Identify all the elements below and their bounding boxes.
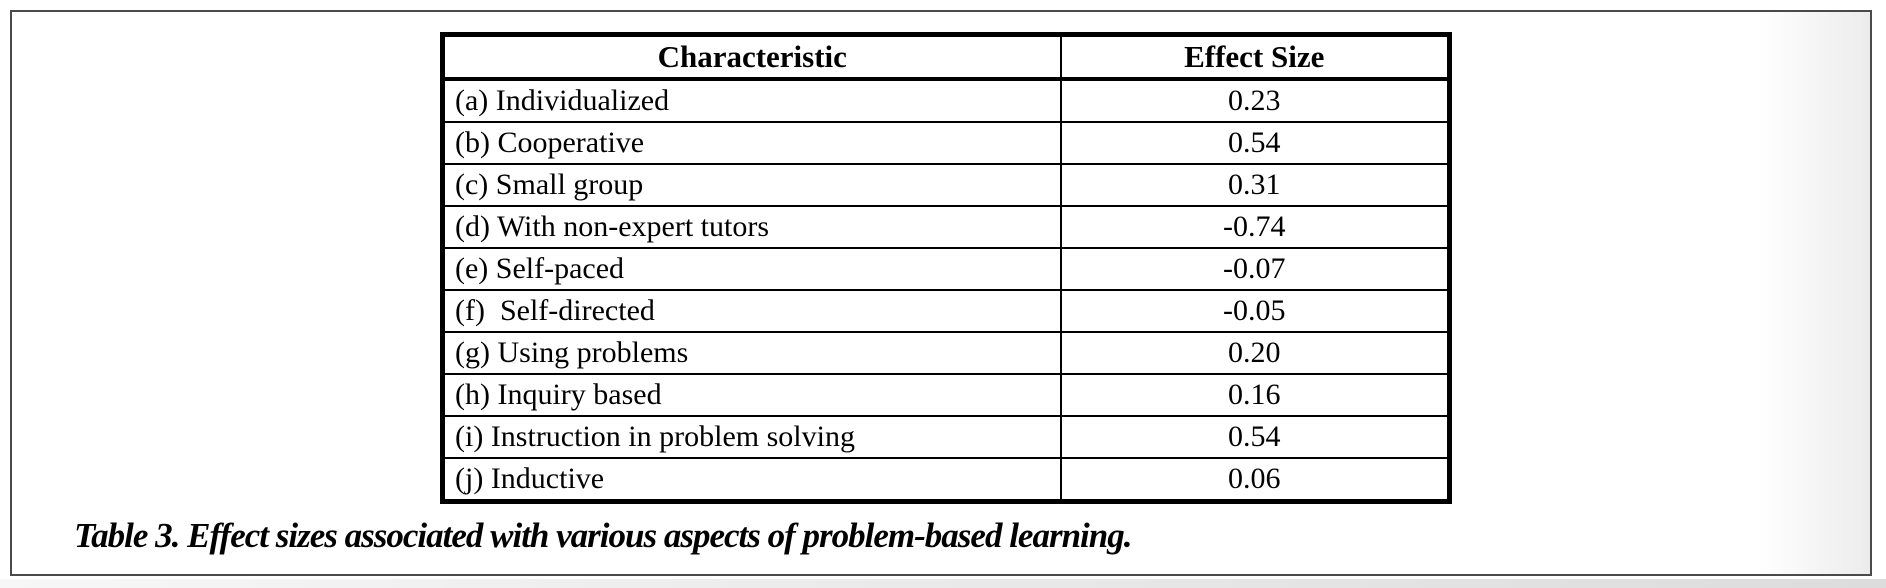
table-row	[443, 164, 1450, 206]
effect-size-cell: -0.05	[1061, 290, 1450, 332]
table-row	[443, 206, 1450, 248]
characteristic-cell: (a) Individualized	[443, 79, 1061, 122]
effect-size-cell: 0.54	[1061, 122, 1450, 164]
effect-size-cell: -0.07	[1061, 248, 1450, 290]
effect-size-cell: 0.16	[1061, 374, 1450, 416]
column-header-characteristic: Characteristic	[443, 35, 1061, 80]
effect-size-cell: 0.20	[1061, 332, 1450, 374]
table-row	[443, 374, 1450, 416]
table-row	[443, 290, 1450, 332]
table-row	[443, 122, 1450, 164]
table-row	[443, 458, 1450, 502]
table-row	[443, 79, 1450, 122]
effect-size-cell: -0.74	[1061, 206, 1450, 248]
page-edge-shade	[0, 579, 1886, 588]
characteristic-cell: (f) Self-directed	[443, 290, 1061, 332]
characteristic-cell: (j) Inductive	[443, 458, 1061, 502]
characteristic-cell: (c) Small group	[443, 164, 1061, 206]
table-row	[443, 332, 1450, 374]
effect-size-cell: 0.06	[1061, 458, 1450, 502]
characteristic-cell: (b) Cooperative	[443, 122, 1061, 164]
characteristic-cell: (g) Using problems	[443, 332, 1061, 374]
effect-size-cell: 0.23	[1061, 79, 1450, 122]
effect-size-cell: 0.31	[1061, 164, 1450, 206]
table-row	[443, 416, 1450, 458]
characteristic-cell: (h) Inquiry based	[443, 374, 1061, 416]
characteristic-cell: (d) With non-expert tutors	[443, 206, 1061, 248]
characteristic-cell: (i) Instruction in problem solving	[443, 416, 1061, 458]
characteristic-cell: (e) Self-paced	[443, 248, 1061, 290]
column-header-effect-size: Effect Size	[1061, 35, 1450, 80]
table-row	[443, 248, 1450, 290]
effect-size-table	[440, 32, 1452, 504]
table-caption: Table 3. Effect sizes associated with various aspects of problem-based learning.	[74, 516, 1132, 555]
effect-size-cell: 0.54	[1061, 416, 1450, 458]
table-header-row	[443, 35, 1450, 80]
